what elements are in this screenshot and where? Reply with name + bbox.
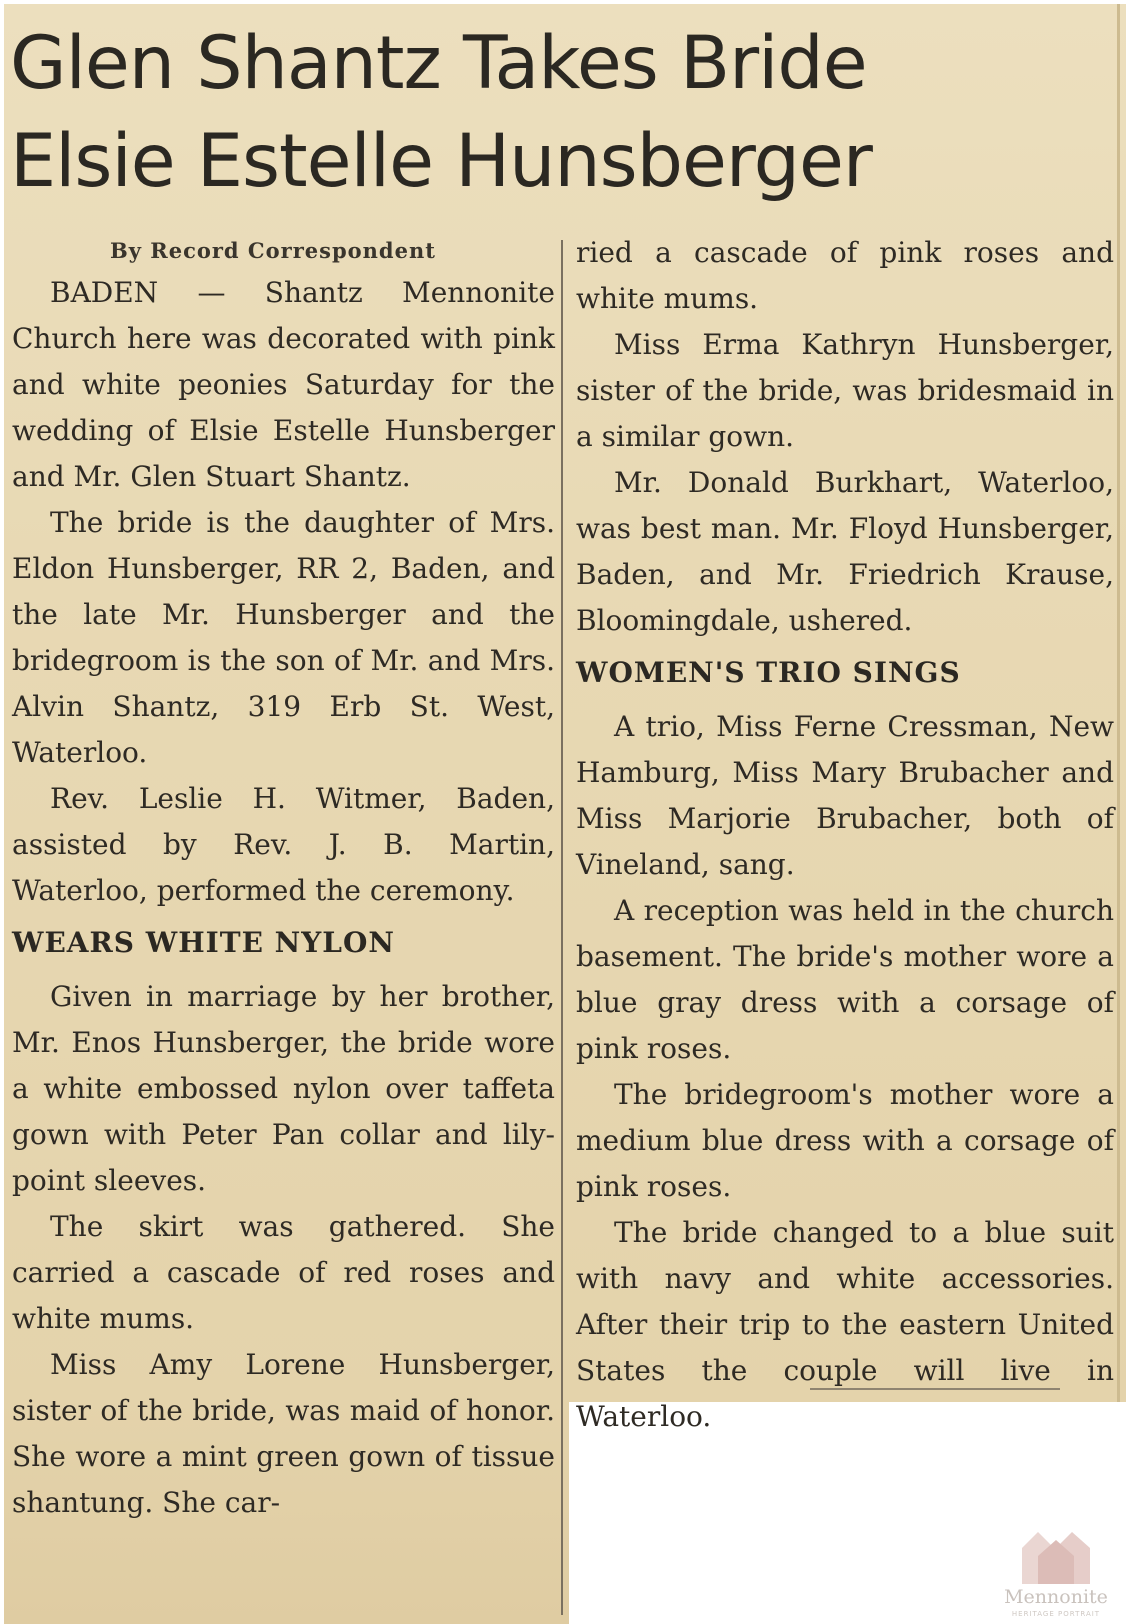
paragraph: Mr. Donald Burkhart, Waterloo, was best man. Mr. Floyd Hunsberger, Baden, and Mr. Friedrich Krause, Bloomingdale, ushered.: [576, 466, 1114, 637]
watermark-subtitle: HERITAGE PORTRAIT: [1011, 1610, 1101, 1618]
column-divider: [561, 240, 563, 1615]
left-column: [12, 270, 555, 1526]
paragraph: BADEN — Shantz Mennonite Church here was decorated with pink and white peonies Saturday for the wedding of Elsie Estelle Hunsberger and Mr. Glen Stuart Shantz.: [12, 276, 555, 493]
subhead-wears-white-nylon: WEARS WHITE NYLON: [12, 926, 395, 959]
paragraph: ried a cascade of pink roses and white mums.: [576, 236, 1114, 315]
paragraph: The skirt was gathered. She carried a cascade of red roses and white mums.: [12, 1210, 555, 1335]
paragraph: The bride is the daughter of Mrs. Eldon Hunsberger, RR 2, Baden, and the late Mr. Hunsberger and the bridegroom is the son of Mr. and Mrs. Alvin Shantz, 319 Erb St. West, Waterloo.: [12, 506, 555, 769]
paragraph: The bride changed to a blue suit with navy and white accessories. After their trip to the eastern United States the couple will live in Waterloo.: [576, 1216, 1114, 1433]
paragraph: Miss Amy Lorene Hunsberger, sister of the bride, was maid of honor. She wore a mint green gown of tissue shantung. She car-: [12, 1348, 555, 1519]
paragraph: Miss Erma Kathryn Hunsberger, sister of the bride, was bridesmaid in a similar gown.: [576, 328, 1114, 453]
headline-line-1: Glen Shantz Takes Bride: [10, 21, 867, 106]
subhead-womens-trio-sings: WOMEN'S TRIO SINGS: [576, 656, 961, 689]
right-column: [576, 230, 1114, 1440]
clipping-edge: [1117, 4, 1120, 1402]
heritage-logo: [1000, 1528, 1112, 1624]
paragraph: A trio, Miss Ferne Cressman, New Hamburg, Miss Mary Brubacher and Miss Marjorie Brubacher, both of Vineland, sang.: [576, 710, 1114, 881]
byline: By Record Correspondent: [110, 238, 436, 263]
mountain-logo-icon: [1018, 1528, 1094, 1586]
paragraph: A reception was held in the church basement. The bride's mother wore a blue gray dress with a corsage of pink roses.: [576, 894, 1114, 1065]
watermark-name: Mennonite: [1004, 1586, 1108, 1608]
paragraph: Rev. Leslie H. Witmer, Baden, assisted by Rev. J. B. Martin, Waterloo, performed the ceremony.: [12, 782, 555, 907]
headline-line-2: Elsie Estelle Hunsberger: [10, 119, 872, 204]
paragraph: The bridegroom's mother wore a medium blue dress with a corsage of pink roses.: [576, 1078, 1114, 1203]
end-rule: [810, 1388, 1060, 1390]
paragraph: Given in marriage by her brother, Mr. Enos Hunsberger, the bride wore a white embossed nylon over taffeta gown with Peter Pan collar and lily-point sleeves.: [12, 980, 555, 1197]
